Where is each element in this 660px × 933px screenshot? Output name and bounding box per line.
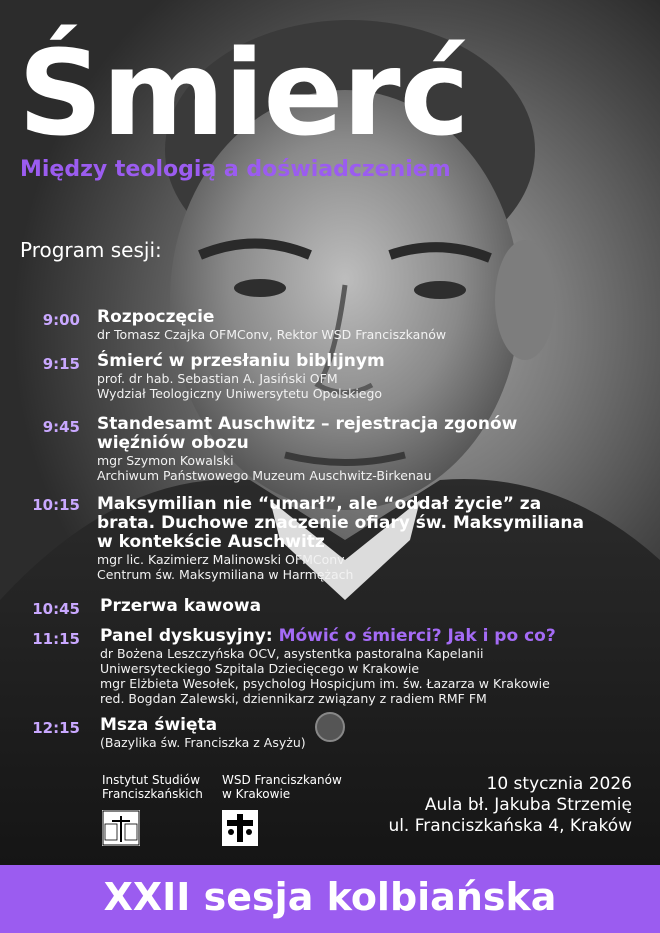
- wsd-logo: [222, 810, 258, 846]
- program-affiliation: Archiwum Państwowego Muzeum Auschwitz-Birkenau: [97, 468, 432, 483]
- program-speaker: red. Bogdan Zalewski, dziennikarz związany z radiem RMF FM: [100, 691, 487, 706]
- program-heading: Program sesji:: [20, 238, 162, 262]
- program-time: 9:45: [42, 418, 80, 436]
- program-speaker: mgr Elżbieta Wesołek, psycholog Hospicjum im. św. Łazarza w Krakowie: [100, 676, 550, 691]
- program-time: 9:00: [42, 311, 80, 329]
- program-speaker: mgr lic. Kazimierz Malinowski OFMConv: [97, 552, 345, 567]
- banner-text: XXII sesja kolbiańska: [103, 875, 557, 919]
- program-time: 10:45: [32, 600, 80, 618]
- program-title: Przerwa kawowa: [100, 596, 262, 616]
- organizer-wsd: WSD Franciszkanów w Krakowie: [222, 773, 342, 801]
- poster-subtitle: Między teologią a doświadczeniem: [20, 157, 451, 182]
- organizer-isf: Instytut Studiów Franciszkańskich: [102, 773, 203, 801]
- program-speaker: prof. dr hab. Sebastian A. Jasiński OFM: [97, 371, 338, 386]
- isf-logo: [102, 810, 140, 846]
- event-info: [388, 774, 632, 837]
- bottom-banner: [0, 865, 660, 933]
- program-title: Panel dyskusyjny:: [100, 626, 273, 646]
- event-date: 10 stycznia 2026: [486, 774, 632, 794]
- program-time: 10:15: [32, 496, 80, 514]
- poster-title: Śmierć: [18, 24, 469, 162]
- program-title: Standesamt Auschwitz – rejestracja zgonów więźniów obozu: [97, 414, 518, 453]
- panel-topic: Mówić o śmierci? Jak i po co?: [278, 626, 556, 646]
- program-time: 9:15: [42, 355, 80, 373]
- program-title: Maksymilian nie “umarł”, ale “oddał życie” za brata. Duchowe znaczenie ofiary św. Maksymiliana w kontekście Auschwitz: [97, 494, 584, 552]
- program-time: 12:15: [32, 719, 80, 737]
- program-speaker: mgr Szymon Kowalski: [97, 453, 234, 468]
- program-time: 11:15: [32, 630, 80, 648]
- program-location: (Bazylika św. Franciszka z Asyżu): [100, 735, 306, 750]
- program-speaker: dr Tomasz Czajka OFMConv, Rektor WSD Franciszkanów: [97, 327, 447, 342]
- event-venue: Aula bł. Jakuba Strzemię: [424, 795, 632, 815]
- program-speaker: dr Bożena Leszczyńska OCV, asystentka pastoralna Kapelanii: [100, 646, 484, 661]
- program-title: Rozpoczęcie: [97, 307, 215, 327]
- program-affiliation: Uniwersyteckiego Szpitala Dziecięcego w Krakowie: [100, 661, 420, 676]
- program-title: Śmierć w przesłaniu biblijnym: [97, 351, 385, 371]
- program-affiliation: Centrum św. Maksymiliana w Harmężach: [97, 567, 354, 582]
- program-title: Msza święta: [100, 715, 218, 735]
- event-address: ul. Franciszkańska 4, Kraków: [388, 816, 632, 836]
- program-affiliation: Wydział Teologiczny Uniwersytetu Opolskiego: [97, 386, 383, 401]
